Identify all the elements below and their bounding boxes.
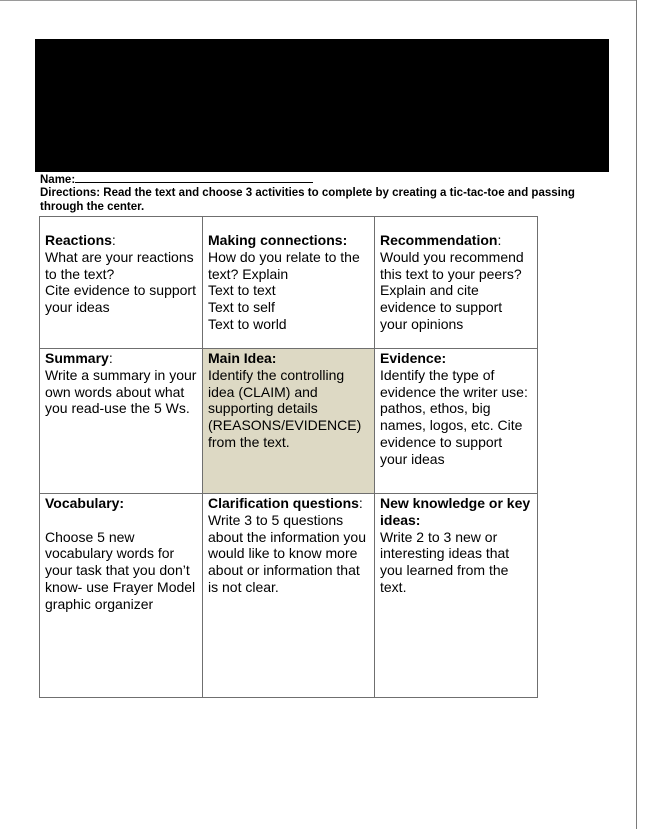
cell-vocabulary — [40, 494, 203, 698]
cell-text: Identify the type of evidence the writer use: pathos, ethos, big names, logos, etc. Cite evidence to support your ideas — [380, 366, 528, 467]
cell-text: Write 3 to 5 questions about the information you would like to know more about or information that is not clear. — [208, 511, 366, 595]
cell-main-idea — [203, 349, 375, 494]
cell-text: Text to text — [208, 282, 276, 299]
cell-spacer — [45, 512, 197, 529]
cell-reactions — [40, 217, 203, 349]
cell-title: Recommendation — [380, 232, 498, 248]
cell-title: Reactions — [45, 232, 112, 248]
cell-title: New knowledge or key ideas: — [380, 495, 531, 528]
cell-title-suffix: : — [358, 495, 363, 511]
cell-title: Clarification questions — [208, 495, 359, 511]
cell-title: Evidence: — [380, 350, 447, 366]
page-top-edge — [0, 0, 637, 1]
cell-summary — [40, 349, 203, 494]
cell-recommendation — [375, 217, 538, 349]
cell-text: Identify the controlling idea (CLAIM) and supporting details (REASONS/EVIDENCE) from the text. — [208, 366, 362, 450]
cell-title-suffix: : — [108, 350, 113, 366]
directions-text: Directions: Read the text and choose 3 activities to complete by creating a tic-tac-toe and passing through the center. — [40, 187, 575, 213]
page-right-edge — [636, 0, 645, 829]
cell-title: Making connections: — [208, 232, 348, 248]
cell-text: Cite evidence to support your ideas — [45, 282, 196, 316]
cell-title-suffix: : — [497, 232, 502, 248]
cell-text: Write a summary in your own words about what you read-use the 5 Ws. — [45, 366, 197, 417]
cell-evidence — [375, 349, 538, 494]
redacted-header-block — [35, 39, 609, 172]
cell-new-knowledge — [375, 494, 538, 698]
cell-title: Summary — [45, 350, 109, 366]
cell-text: What are your reactions to the text? — [45, 248, 194, 282]
cell-text: Would you recommend this text to your peers? Explain and cite evidence to support your opinions — [380, 248, 524, 332]
name-label: Name: — [40, 174, 76, 186]
cell-text: Text to world — [208, 315, 287, 332]
cell-text: Text to self — [208, 299, 275, 316]
cell-title: Vocabulary: — [45, 495, 125, 511]
cell-text: How do you relate to the text? Explain — [208, 248, 360, 282]
name-field — [40, 172, 313, 186]
cell-text: Choose 5 new vocabulary words for your task that you don’t know- use Frayer Model graphic organizer — [45, 528, 196, 612]
tic-tac-toe-grid — [39, 216, 538, 698]
name-underline — [75, 172, 313, 183]
cell-title-suffix: : — [111, 232, 116, 248]
cell-clarification-questions — [203, 494, 375, 698]
cell-making-connections — [203, 217, 375, 349]
cell-title: Main Idea: — [208, 350, 277, 366]
cell-text: Write 2 to 3 new or interesting ideas that you learned from the text. — [380, 528, 510, 595]
